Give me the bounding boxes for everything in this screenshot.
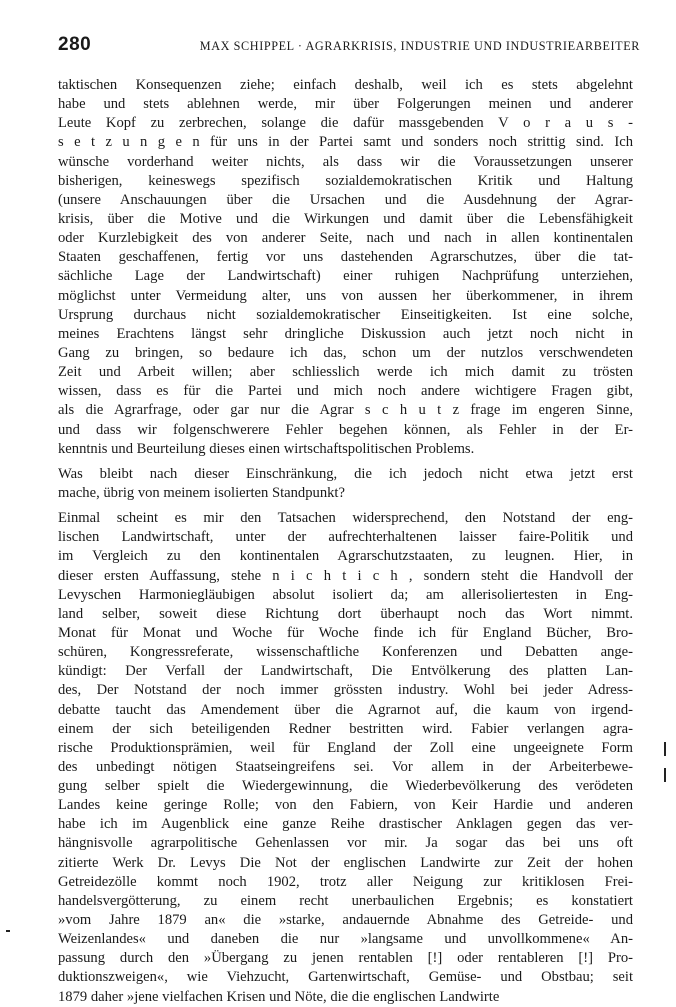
text-line: s e t z u n g e n für uns in der Partei samt und sonders noch strittig sind. Ich (58, 134, 633, 151)
text-line: Staaten geschaffenen, fertig vor uns dastehenden Agrarschutzes, über die tat- (58, 249, 633, 266)
text-line: als die Agrarfrage, oder gar nur die Agrar s c h u t z frage im engeren Sinne, (58, 402, 633, 419)
text-line: gung selber spielt die Wiedergewinnung, die Wiederbevölkerung des verödeten (58, 778, 633, 795)
text-line: habe ich im Augenblick eine ganze Reihe drastischer Anklagen gegen das ver- (58, 816, 633, 833)
text-line: hängnisvolle agrarpolitische Gehenlassen vor mir. Ja sogar das bei uns oft (58, 835, 633, 852)
paragraph (58, 465, 633, 503)
text-line: krisis, über die Motive und die Wirkungen und damit über die Lebensfähigkeit (58, 210, 633, 227)
text-line: debatte taucht das Amendement über die Agrarnot auf, die kaum von irgend- (58, 701, 633, 718)
text-line: oder Kurzlebigkeit des von anderer Seite, nach und nach in allen kontinentalen (58, 230, 633, 247)
paragraph (58, 76, 633, 459)
text-line: 1879 daher »jene vielfachen Krisen und Nöte, die die englischen Landwirte (58, 988, 500, 1005)
paragraph (58, 509, 633, 1007)
text-line: Ursprung durchaus nicht sozialdemokratischer Einseitigkeiten. Ist eine solche, (58, 306, 633, 323)
text-line: Getreidezölle kommt noch 1902, trotz aller Neigung zur kritiklosen Frei- (58, 873, 633, 890)
text-line: Monat für Monat und Woche für Woche finde ich für England Bücher, Bro- (58, 624, 633, 641)
text-line: habe und stets ablehnen werde, mir über Folgerungen meinen und anderer (58, 96, 633, 113)
running-head: MAX SCHIPPEL · AGRARKRISIS, INDUSTRIE UND INDUSTRIEARBEITER (199, 39, 640, 53)
text-line: dieser ersten Auffassung, stehe n i c h t i c h , sondern steht die Handvoll der (58, 567, 633, 584)
text-line: schüren, Kongressreferate, wissenschaftliche Konferenzen und Debatten ange- (58, 644, 633, 661)
text-line: taktischen Konsequenzen ziehe; einfach deshalb, weil ich es stets abgelehnt (58, 77, 633, 93)
text-line: Was bleibt nach dieser Einschränkung, die ich jedoch nicht etwa jetzt erst (58, 465, 633, 482)
text-line: bisherigen, keineswegs spezifisch sozialdemokratischen Kritik und Haltung (58, 172, 633, 189)
text-line: Einmal scheint es mir den Tatsachen widersprechend, den Notstand der eng- (58, 510, 633, 527)
text-line: wünsche vorderhand weiter nichts, als dass wir die Voraussetzungen unserer (58, 153, 633, 170)
text-line: »vom Jahre 1879 an« die »starke, andauernde Abnahme des Getreide- und (58, 912, 633, 929)
text-line: rische Produktionsprämien, weil für England der Zoll eine ungeeignete Form (58, 739, 633, 756)
text-line: und dass wir folgenschwerere Fehler begehen können, als Fehler in der Er- (58, 421, 633, 438)
text-line: sächliche Lage der Landwirtschaft) einer ruhigen Nachprüfung unterziehen, (58, 268, 633, 285)
text-line: einem der sich beteiligenden Redner bestritten wird. Fabier verlangen agra- (58, 720, 633, 737)
text-line: meines Erachtens längst sehr dringliche Diskussion auch jetzt noch nicht in (58, 325, 633, 342)
text-line: Zeit und Arbeit willen; aber schliesslich werde ich mich damit zu trösten (58, 364, 633, 381)
body-text (58, 76, 633, 1007)
text-line: Leute Kopf zu zerbrechen, solange die dafür massgebenden V o r a u s - (58, 115, 633, 132)
text-line: handelsvergötterung, zu einem recht unerbaulichen Ergebnis; es konstatiert (58, 892, 633, 909)
margin-mark (664, 742, 666, 756)
text-line: duktionszweigen«, wie Viehzucht, Gartenwirtschaft, Gemüse- und Obstbau; seit (58, 969, 633, 986)
text-line: kündigt: Der Verfall der Landwirtschaft, Die Entvölkerung des platten Lan- (58, 663, 633, 680)
text-line: land selber, soweit diese Richtung dort überhaupt noch das Wort nimmt. (58, 605, 633, 622)
page-number: 280 (58, 34, 92, 55)
text-line: mache, übrig von meinem isolierten Standpunkt? (58, 484, 345, 501)
text-line: lischen Landwirtschaft, unter der aufrechterhaltenen laisser faire-Politik und (58, 529, 633, 546)
text-line: im Vergleich zu den kontinentalen Agrarschutzstaaten, zu leugnen. Hier, in (58, 548, 633, 565)
text-line: zitierte Werk Dr. Levys Die Not der englischen Landwirte zur Zeit der hohen (58, 854, 633, 871)
text-line: Levyschen Harmoniegläubigen absolut isoliert da; am allerisoliertesten in Eng- (58, 586, 633, 603)
text-line: Landes keine geringe Rolle; von den Fabiern, von Keir Hardie und anderen (58, 797, 633, 814)
text-line: passung durch den »Übergang zu jenen rentablen [!] oder rentableren [!] Pro- (58, 950, 633, 967)
text-line: Weizenlandes« und daneben die nur »langsame und unvollkommene« An- (58, 931, 633, 948)
page-header (58, 34, 640, 58)
margin-mark (6, 930, 10, 932)
text-line: (unsere Anschauungen über die Ursachen und die Ausdehnung der Agrar- (58, 191, 633, 208)
text-line: des unbedingt nötigen Staatseingreifens sei. Vor allem in der Arbeiterbewe- (58, 758, 633, 775)
text-line: des, Der Notstand der noch immer grössten industry. Wohl bei jeder Adress- (58, 682, 633, 699)
text-line: wissen, dass es für die Partei und mich noch andere wichtigere Fragen gibt, (58, 383, 633, 400)
text-line: möglichst unter Vermeidung alter, uns von aussen her überkommener, in ihrem (58, 287, 633, 304)
margin-mark (664, 768, 666, 782)
text-line: kenntnis und Beurteilung dieses einen wirtschaftspolitischen Problems. (58, 440, 475, 457)
text-line: Gang zu bringen, so bedaure ich das, schon um der nutzlos verschwendeten (58, 344, 633, 361)
